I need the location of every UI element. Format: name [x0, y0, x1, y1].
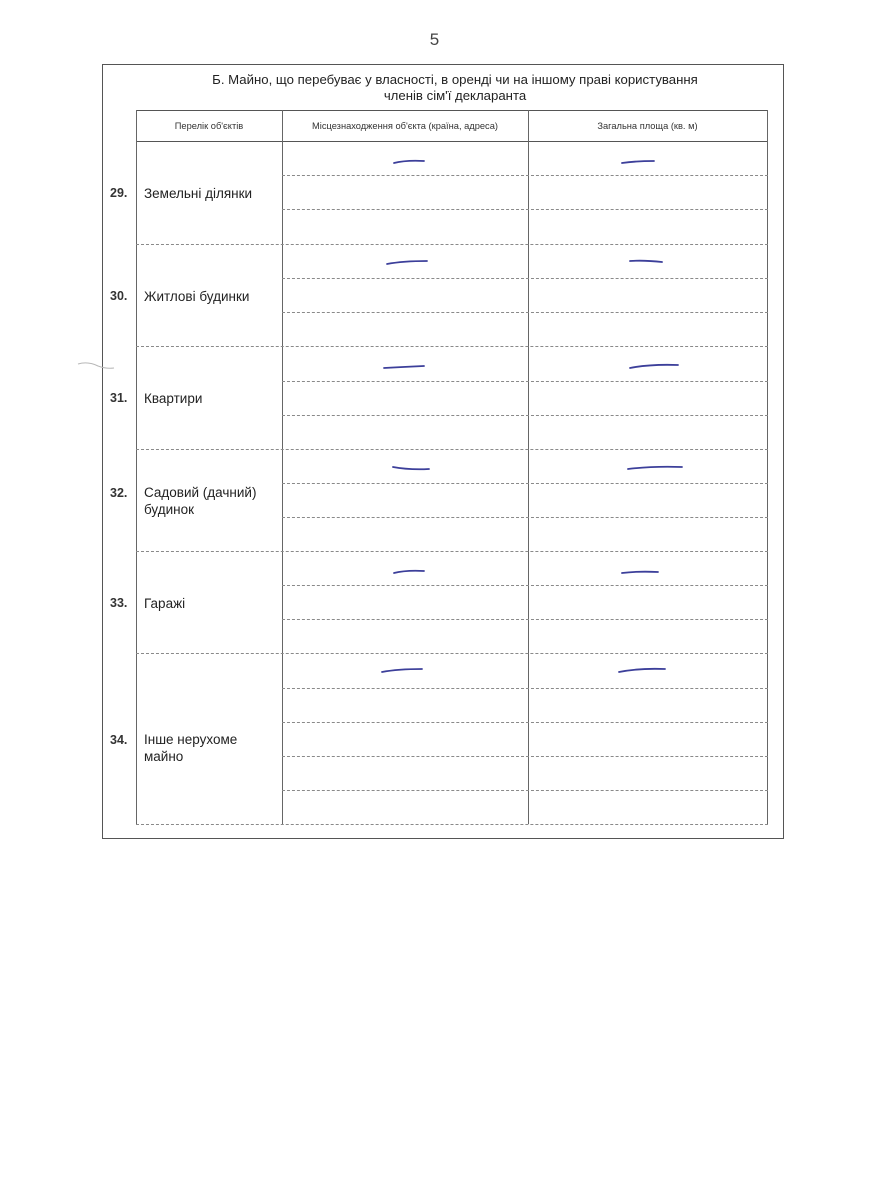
dash-mark-location	[391, 463, 431, 473]
dash-mark-location	[380, 665, 424, 675]
row-label-residential-houses: Житлові будинки	[144, 289, 250, 304]
dash-mark-location	[392, 567, 426, 577]
table-bottom-border	[136, 824, 768, 825]
row-label-other-real-estate: Інше нерухоме майно	[144, 732, 238, 764]
column-divider-2	[528, 110, 529, 824]
sub-row-line	[282, 278, 768, 279]
sub-row-line	[282, 756, 768, 757]
dash-mark-area	[620, 567, 660, 577]
column-divider-1	[282, 110, 283, 824]
sub-row-line	[282, 619, 768, 620]
dash-mark-area	[620, 157, 656, 167]
header-bottom-border	[136, 141, 768, 142]
dash-mark-location	[382, 362, 426, 372]
sub-row-line	[282, 381, 768, 382]
row-number: 33.	[110, 596, 128, 610]
sub-row-line	[282, 175, 768, 176]
dash-mark-area	[617, 665, 667, 675]
sub-row-line	[282, 415, 768, 416]
row-separator	[136, 346, 768, 347]
sub-row-line	[282, 688, 768, 689]
table-right-border	[767, 110, 768, 824]
header-area: Загальна площа (кв. м)	[597, 120, 698, 131]
row-separator	[136, 551, 768, 552]
section-title-line1: Б. Майно, що перебуває у власності, в оренді чи на іншому праві користування	[212, 72, 698, 87]
section-title	[150, 72, 760, 104]
dash-mark-area	[628, 361, 680, 371]
row-number: 31.	[110, 391, 128, 405]
sub-row-line	[282, 517, 768, 518]
row-number: 30.	[110, 289, 128, 303]
sub-row-line	[282, 312, 768, 313]
dash-mark-location	[392, 157, 426, 167]
sub-row-line	[282, 209, 768, 210]
sub-row-line	[282, 790, 768, 791]
row-number: 34.	[110, 733, 128, 747]
sub-row-line	[282, 722, 768, 723]
row-label-country-house: Садовий (дачний) будинок	[144, 485, 257, 517]
row-separator	[136, 653, 768, 654]
row-number: 29.	[110, 186, 128, 200]
sub-row-line	[282, 483, 768, 484]
sub-row-line	[282, 585, 768, 586]
dash-mark-area	[626, 463, 684, 473]
header-objects: Перелік об'єктів	[174, 120, 244, 131]
row-separator	[136, 449, 768, 450]
row-number: 32.	[110, 486, 128, 500]
table-left-border	[136, 110, 137, 824]
row-label-apartments: Квартири	[144, 391, 203, 406]
row-label-garages: Гаражі	[144, 596, 186, 611]
dash-mark-location	[385, 257, 429, 267]
scan-smudge	[76, 358, 116, 374]
page-number: 5	[429, 30, 440, 49]
header-location: Місцезнаходження об'єкта (країна, адреса)	[312, 120, 498, 131]
row-separator	[136, 244, 768, 245]
section-title-line2: членів сім'ї декларанта	[383, 88, 527, 103]
row-label-land-plots: Земельні ділянки	[144, 186, 253, 201]
dash-mark-area	[628, 256, 664, 266]
